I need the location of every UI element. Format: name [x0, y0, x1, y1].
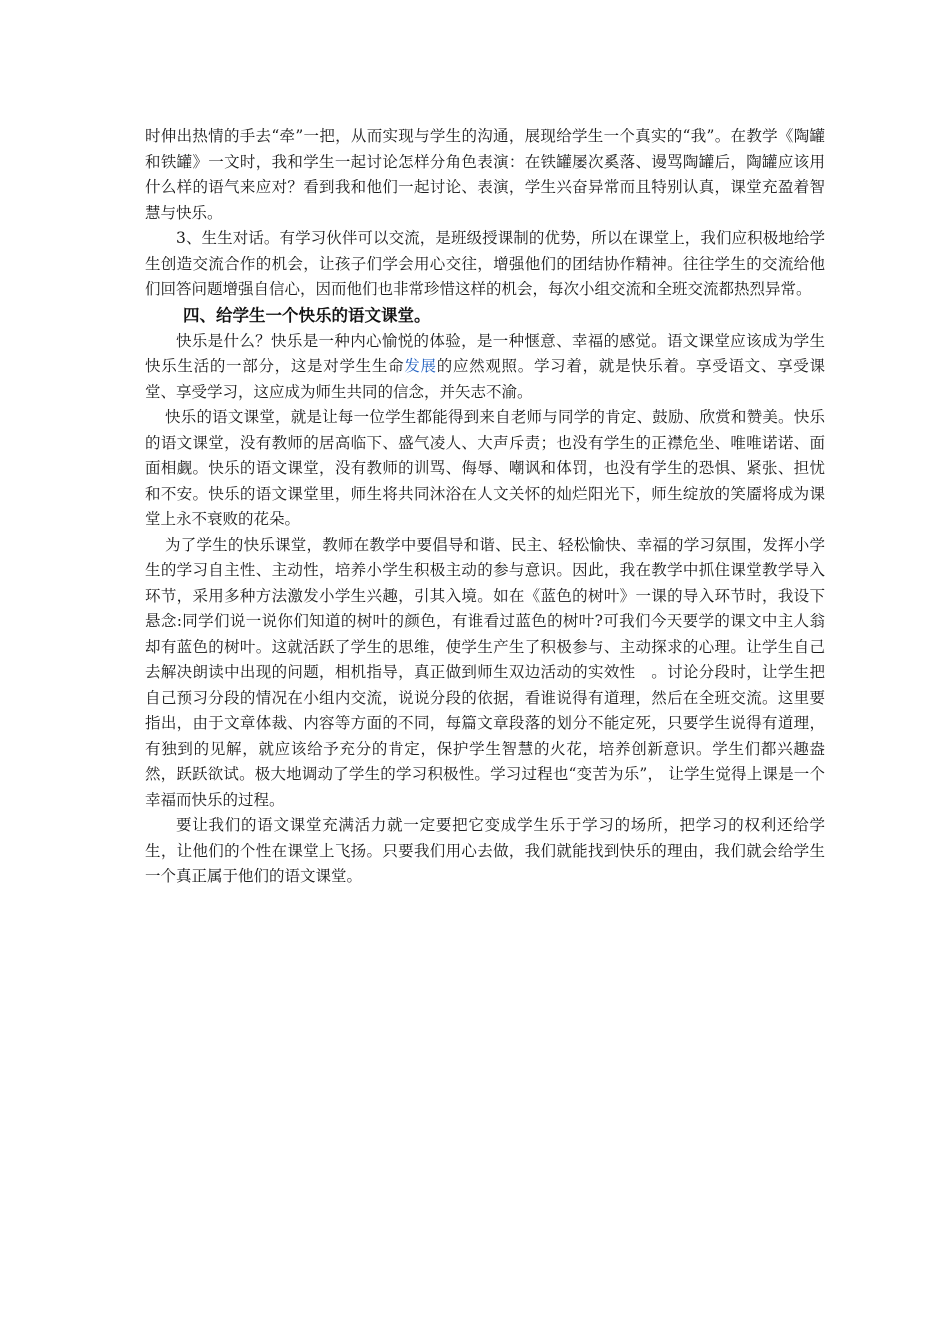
- paragraph-teacher-dialogue-continued: 时伸出热情的手去“牵”一把，从而实现与学生的沟通，展现给学生一个真实的“我”。在教学《陶罐和铁罐》一文时，我和学生一起讨论怎样分角色表演：在铁罐屡次奚落、谩骂陶罐后，陶罐应该用什么样的语气来应对？看到我和他们一起讨论、表演，学生兴奋异常而且特别认真，课堂充盈着智慧与快乐。: [145, 127, 825, 222]
- paragraph-conclusion: 要让我们的语文课堂充满活力就一定要把它变成学生乐于学习的场所，把学习的权利还给学生，让他们的个性在课堂上飞扬。只要我们用心去做，我们就能找到快乐的理由，我们就会给学生一个真正属于他们的语文课堂。: [145, 816, 825, 885]
- paragraph-text: 快乐是什么？快乐是一种内心愉悦的体验，是一种惬意、幸福的感觉。语文课堂应该成为学生快乐生活的一部分，这是对学生生命: [145, 331, 825, 375]
- development-link[interactable]: 发展: [404, 357, 437, 375]
- section-heading-four: 四、给学生一个快乐的语文课堂。: [183, 305, 431, 325]
- document-body: [145, 124, 825, 890]
- paragraph-happy-classroom: 快乐的语文课堂，就是让每一位学生都能得到来自老师与同学的肯定、鼓励、欣赏和赞美。快乐的语文课堂，没有教师的居高临下、盛气凌人、大声斥责；也没有学生的正襟危坐、唯唯诺诺、面面相觑。快乐的语文课堂，没有教师的训骂、侮辱、嘲讽和体罚，也没有学生的恐惧、紧张、担忧和不安。快乐的语文课堂里，师生将共同沐浴在人文关怀的灿烂阳光下，师生绽放的笑靥将成为课堂上永不衰败的花朵。: [145, 408, 825, 528]
- paragraph-what-is-happiness: [145, 329, 825, 406]
- paragraph-student-dialogue: 3、生生对话。有学习伙伴可以交流，是班级授课制的优势，所以在课堂上，我们应积极地给学生创造交流合作的机会，让孩子们学会用心交往，增强他们的团结协作精神。往往学生的交流给他们回答问题增强自信心，因而他们也非常珍惜这样的机会，每次小组交流和全班交流都热烈异常。: [145, 229, 825, 298]
- paragraph-teaching-example: 为了学生的快乐课堂，教师在教学中要倡导和谐、民主、轻松愉快、幸福的学习氛围，发挥小学生的学习自主性、主动性，培养小学生积极主动的参与意识。因此，我在教学中抓住课堂教学导入环节，采用多种方法激发小学生兴趣，引其入境。如在《蓝色的树叶》一课的导入环节时，我设下悬念:同学们说一说你们知道的树叶的颜色，有谁看过蓝色的树叶?可我们今天要学的课文中主人翁却有蓝色的树叶。这就活跃了学生的思维，使学生产生了积极参与、主动探求的心理。让学生自己去解决朗读中出现的问题，相机指导，真正做到师生双边活动的实效性 。讨论分段时，让学生把自己预习分段的情况在小组内交流，说说分段的依据，看谁说得有道理，然后在全班交流。这里要指出，由于文章体裁、内容等方面的不同，每篇文章段落的划分不能定死，只要学生说得有道理，有独到的见解，就应该给予充分的肯定，保护学生智慧的火花，培养创新意识。学生们都兴趣盎然，跃跃欲试。极大地调动了学生的学习积极性。学习过程也“变苦为乐”， 让学生觉得上课是一个幸福而快乐的过程。: [145, 535, 825, 809]
- paragraph-text: 的应然观照。学习着，就是快乐着。享受语文、享受课堂、享受学习，这应成为师生共同的信念，并矢志不渝。: [145, 357, 825, 401]
